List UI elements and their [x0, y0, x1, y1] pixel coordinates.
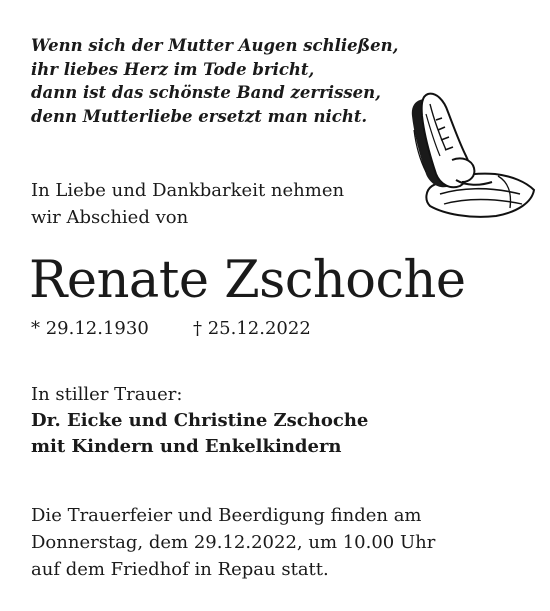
mourners-line-1: Dr. Eicke und Christine Zschoche — [31, 410, 369, 431]
intro-line-2: wir Abschied von — [31, 207, 189, 228]
farewell-intro — [31, 177, 344, 231]
death-date: † 25.12.2022 — [193, 318, 311, 339]
poem-line-3: dann ist das schönste Band zerrissen, — [31, 83, 381, 102]
poem-line-1: Wenn sich der Mutter Augen schließen, — [31, 36, 399, 55]
life-dates — [31, 316, 311, 342]
poem-line-4: denn Mutterliebe ersetzt man nicht. — [31, 106, 368, 126]
mourners-block — [31, 382, 368, 460]
birth-date: * 29.12.1930 — [31, 318, 149, 339]
intro-line-1: In Liebe und Dankbarkeit nehmen — [31, 180, 345, 201]
praying-hands-icon — [400, 90, 540, 220]
service-line-1: Die Trauerfeier und Beerdigung finden am — [31, 505, 422, 526]
deceased-name: Renate Zschoche — [29, 251, 466, 310]
mourners-heading: In stiller Trauer: — [31, 384, 183, 405]
poem-verse — [31, 34, 411, 128]
service-line-3: auf dem Friedhof in Repau statt. — [31, 559, 329, 580]
funeral-service-info — [31, 502, 435, 583]
poem-line-2: ihr liebes Herz im Tode bricht, — [31, 59, 315, 79]
service-line-2: Donnerstag, dem 29.12.2022, um 10.00 Uhr — [31, 532, 436, 553]
mourners-line-2: mit Kindern und Enkelkindern — [31, 436, 342, 457]
